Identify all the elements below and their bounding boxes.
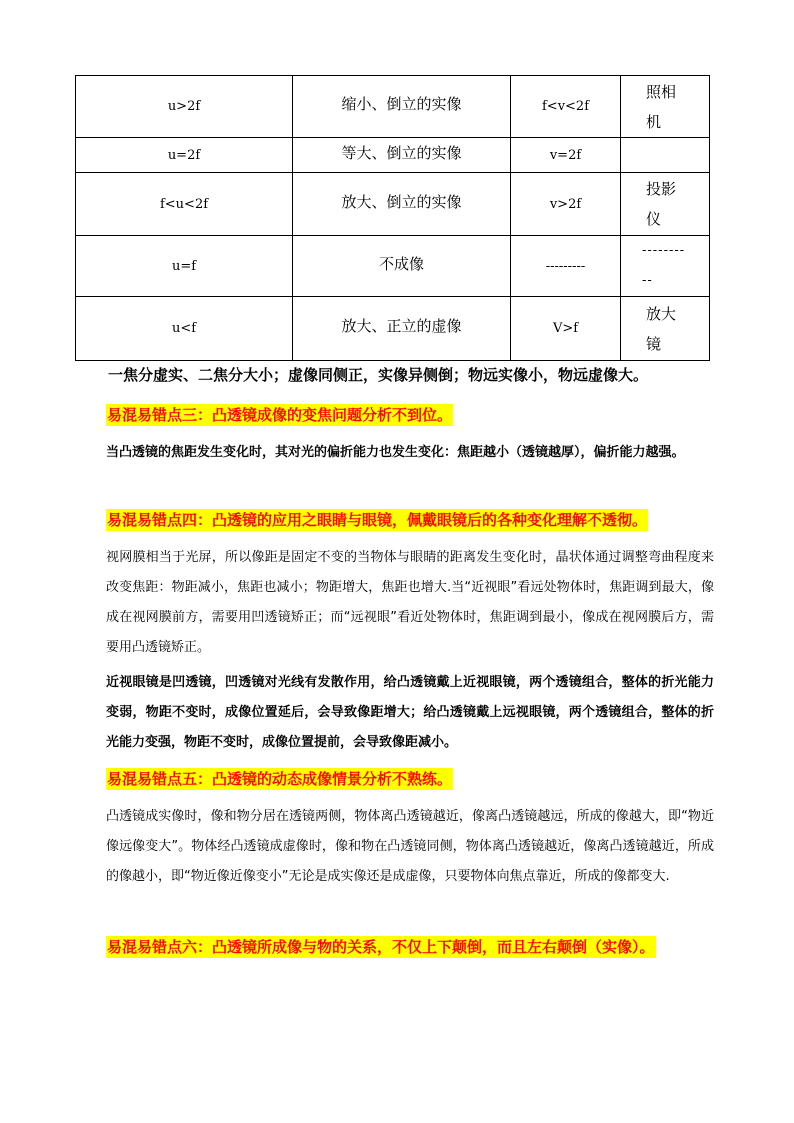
object-distance-cell: u=f	[76, 236, 293, 297]
object-distance-cell: f<u<2f	[76, 173, 293, 236]
image-nature-cell	[293, 138, 511, 173]
image-nature-cell	[293, 236, 511, 297]
image-nature-text: 放大、倒立的实像	[341, 192, 462, 211]
image-distance-cell: v=2f	[511, 138, 621, 173]
image-distance-cell: v>2f	[511, 173, 621, 236]
image-nature-text: 不成像	[378, 254, 424, 273]
image-nature-text: 缩小、倒立的实像	[341, 95, 462, 113]
object-distance-cell: u=2f	[76, 138, 293, 173]
table-row	[76, 76, 710, 138]
point4-body2	[106, 668, 714, 758]
point3-heading: 易混易错点三：凸透镜成像的变焦问题分析不到位。	[107, 406, 453, 424]
table-row	[76, 297, 710, 361]
point4-body1	[106, 543, 714, 663]
image-nature-cell	[293, 76, 511, 138]
image-nature-text: 放大、正立的虚像	[341, 317, 462, 335]
image-distance-cell: V>f	[511, 297, 621, 361]
application-cell	[621, 76, 710, 138]
point4-text-2: 近视眼镜是凹透镜，凹透镜对光线有发散作用，给凸透镜戴上近视眼镜，两个透镜组合，整体的折光能力变弱，物距不变时，成像位置延后，会导致像距增大；给凸透镜戴上远视眼镜，两个透镜组合，整体的折光能力变强，物距不变时，成像位置提前，会导致像距减小。	[106, 675, 714, 750]
point5-body	[106, 802, 714, 892]
summary-mnemonic: 一焦分虚实、二焦分大小；虚像同侧正，实像异侧倒；物远实像小，物远虚像大。	[108, 366, 649, 384]
point5-text: 凸透镜成实像时，像和物分居在透镜两侧，物体离凸透镜越近，像离凸透镜越远，所成的像越大，即“物近像远像变大”。物体经凸透镜成虚像时，像和物在凸透镜同侧，物体离凸透镜越近，像离凸透镜越近，所成的像越小，即“物近像近像变小”无论是成实像还是成虚像，只要物体向焦点靠近，所成的像都变大.	[106, 809, 714, 884]
table-row	[76, 236, 710, 297]
point3-text: 当凸透镜的焦距发生变化时，其对光的偏折能力也发生变化：焦距越小（透镜越厚），偏折能力越强。	[106, 445, 685, 460]
application-cell	[621, 297, 710, 361]
application-text: 放大镜	[646, 304, 677, 353]
lens-imaging-table	[75, 75, 710, 361]
application-text: 投影仪	[646, 180, 677, 228]
object-distance-cell: u>2f	[76, 76, 293, 138]
image-distance-cell: ---------	[511, 236, 621, 297]
point4-heading: 易混易错点四：凸透镜的应用之眼睛与眼镜，佩戴眼镜后的各种变化理解不透彻。	[107, 511, 648, 529]
table-row	[76, 173, 710, 236]
application-cell	[621, 138, 710, 173]
table-row	[76, 138, 710, 173]
application-text: 照相机	[646, 82, 677, 131]
application-text: ----------	[642, 243, 686, 288]
object-distance-cell: u<f	[76, 297, 293, 361]
point5-heading: 易混易错点五：凸透镜的动态成像情景分析不熟练。	[107, 770, 453, 788]
point6-heading: 易混易错点六：凸透镜所成像与物的关系，不仅上下颠倒，而且左右颠倒（实像）。	[107, 938, 655, 956]
image-nature-cell	[293, 297, 511, 361]
point4-text-1: 视网膜相当于光屏，所以像距是固定不变的当物体与眼睛的距离发生变化时，晶状体通过调整弯曲程度来改变焦距：物距减小，焦距也减小；物距增大，焦距也增大.当“近视眼”看远处物体时，焦距调到最大，像成在视网膜前方，需要用凹透镜矫正；而“远视眼”看近处物体时，焦距调到最小，像成在视网膜后方，需要用凸透镜矫正。	[106, 550, 714, 655]
point3-body	[106, 438, 714, 468]
image-nature-cell	[293, 173, 511, 236]
application-cell	[621, 173, 710, 236]
application-cell	[621, 236, 710, 297]
image-distance-cell: f<v<2f	[511, 76, 621, 138]
image-nature-text: 等大、倒立的实像	[341, 143, 462, 162]
